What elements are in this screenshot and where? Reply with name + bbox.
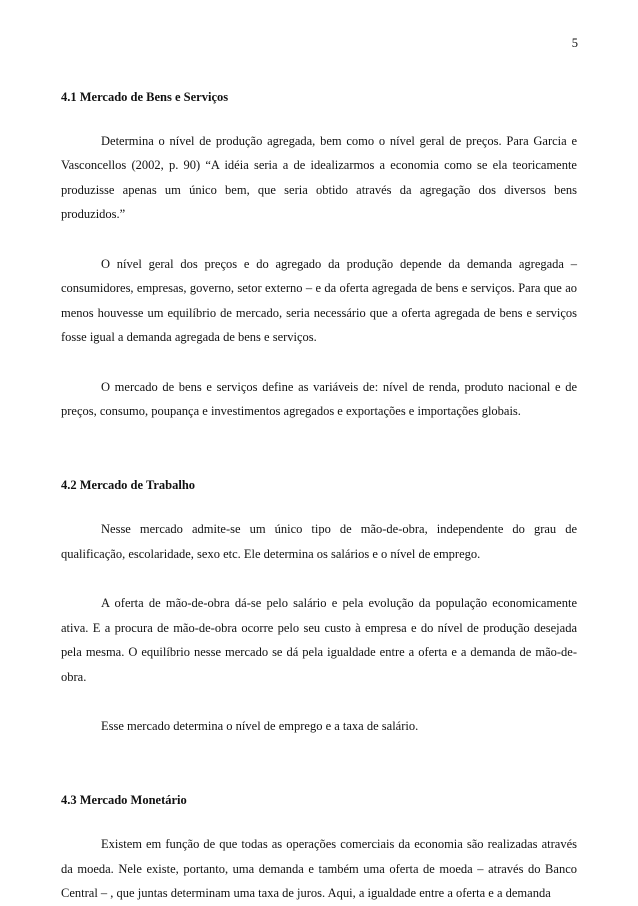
section-heading-4-1: 4.1 Mercado de Bens e Serviços xyxy=(61,90,229,104)
section-heading-4-2: 4.2 Mercado de Trabalho xyxy=(61,477,196,492)
paragraph: Determina o nível de produção agregada, bem como o nível geral de preços. Para Garcia e Vasconcellos (2002, p. 90) “A idéia seria a de idealizarmos a economia como se ela teoricamente produzisse apenas um único bem, que seria obtido através da agregação dos diversos bens produzidos.” xyxy=(61,133,577,221)
paragraph: Esse mercado determina o nível de emprego e a taxa de salário. xyxy=(101,719,419,733)
paragraph: Nesse mercado admite-se um único tipo de mão-de-obra, independente do grau de qualificação, escolaridade, sexo etc. Ele determina os salários e o nível de emprego. xyxy=(61,522,577,561)
paragraph: O nível geral dos preços e do agregado da produção depende da demanda agregada – consumidores, empresas, governo, setor externo – e da oferta agregada de bens e serviços. Para que ao menos houvesse um equilíbrio de mercado, seria necessário que a oferta agregada de bens e serviços fosse igual a demanda agregada de bens e serviços. xyxy=(61,256,577,344)
page-number: 5 xyxy=(571,36,578,50)
section-heading-4-3: 4.3 Mercado Monetário xyxy=(61,792,187,807)
paragraph: O mercado de bens e serviços define as variáveis de: nível de renda, produto nacional e de preços, consumo, poupança e investimentos agregados e exportações e importações globais. xyxy=(61,379,577,418)
paragraph: A oferta de mão-de-obra dá-se pelo salário e pela evolução da população economicamente ativa. E a procura de mão-de-obra ocorre pelo seu custo à empresa e do nível de produção desejada pela mesma. O equilíbrio nesse mercado se dá pela igualdade entre a oferta e a demanda de mão-de-obra. xyxy=(61,596,577,684)
page-content xyxy=(61,85,577,906)
paragraph: Existem em função de que todas as operações comerciais da economia são realizadas através da moeda. Nele existe, portanto, uma demanda e também uma oferta de moeda – através do Banco Central – , que juntas determinam uma taxa de juros. Aqui, a igualdade entre a oferta e a demanda xyxy=(61,837,577,900)
